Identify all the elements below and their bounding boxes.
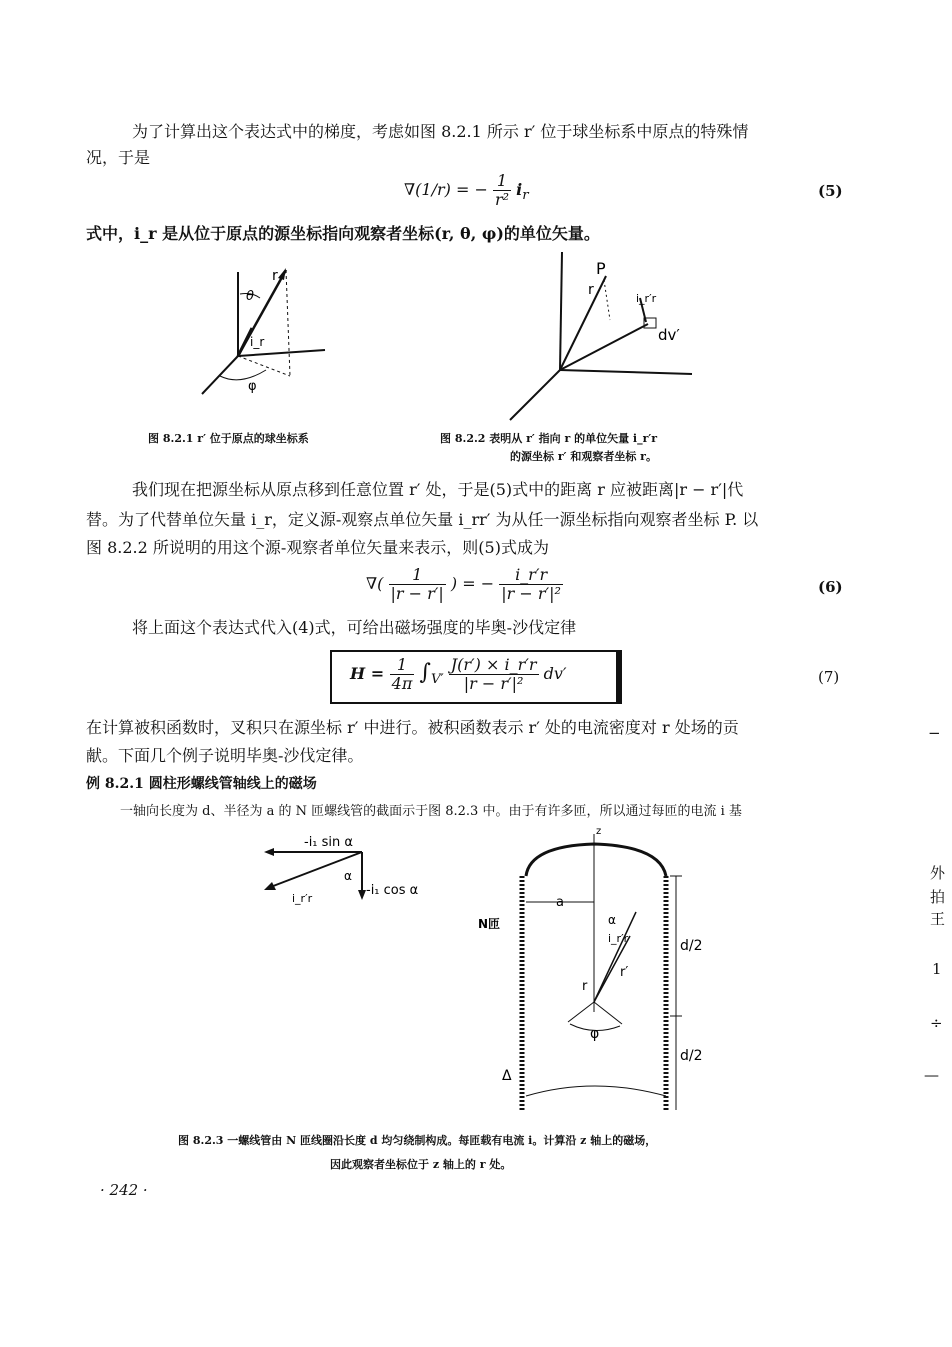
fig3-delta-label: Δ (502, 1068, 512, 1084)
fig1-ir-label: i_r (250, 335, 265, 349)
eq6-lhs: ∇( (366, 574, 384, 593)
para5-line1: 在计算被积函数时，叉积只在源坐标 r′ 中进行。被积函数表示 r′ 处的电流密度对 r 处场的贡 (86, 718, 739, 737)
fig3-caption-line1: 图 8.2.3 一螺线管由 N 匝线圈沿长度 d 均匀绕制构成。每匝载有电流 i。计算沿 z 轴上的磁场， (178, 1134, 657, 1147)
eq6-num: 1 (412, 565, 423, 584)
eq6-num2: i_r′r (515, 565, 548, 584)
edge-mark-3: 拍 (930, 888, 946, 906)
eq6-fraction2 (499, 566, 563, 603)
eq7-fraction1 (390, 656, 415, 693)
para3-line3: 图 8.2.2 所说明的用这个源-观察者单位矢量来表示，则(5)式成为 (86, 538, 549, 557)
eq7-integral: ∫ (419, 660, 431, 685)
eq7-den2: |r − r′|² (449, 674, 539, 693)
fig3-N-label: N匝 (478, 917, 501, 931)
fig3-solenoid (470, 826, 720, 1116)
eq5-num: 1 (496, 171, 508, 190)
eq7-fraction2 (449, 656, 539, 693)
para6: 一轴向长度为 d、半径为 a 的 N 匝螺线管的截面示于图 8.2.3 中。由于有许多匝，所以通过每匝的电流 i 基 (120, 804, 742, 819)
equation-7 (350, 656, 567, 693)
fig3-phi-label: φ (590, 1026, 600, 1042)
fig3-d2a-label: d/2 (680, 938, 703, 954)
figure-8-2-1 (190, 258, 340, 398)
fig3-alpha2-label: α (608, 913, 616, 927)
fig2-irr-label: i_r′r (636, 292, 657, 305)
fig1-phi-label: φ (248, 379, 257, 394)
fig3-d2b-label: d/2 (680, 1048, 703, 1064)
fig3-r-label: r (582, 979, 588, 994)
para4: 将上面这个表达式代入(4)式，可给出磁场强度的毕奥-沙伐定律 (132, 618, 577, 637)
eq7-lhs: H = (350, 664, 390, 683)
eq5-lhs: ∇(1/r) = − (404, 180, 488, 199)
edge-mark-1: − (928, 724, 941, 742)
para2: 式中，i_r 是从位于原点的源坐标指向观察者坐标(r, θ, φ)的单位矢量。 (86, 224, 600, 243)
eq7-num: 1 (396, 655, 408, 674)
eq6-fraction1 (389, 566, 446, 603)
figure-8-2-2 (500, 250, 700, 422)
para5-line2: 献。下面几个例子说明毕奥-沙伐定律。 (86, 746, 364, 765)
eq5-label: (5) (818, 182, 843, 200)
fig3-z-label: z (596, 826, 602, 837)
fig1-r-label: r (272, 268, 278, 284)
fig2-caption-line1: 图 8.2.2 表明从 r′ 指向 r 的单位矢量 i_r′r (440, 432, 658, 445)
para1-line2: 况，于是 (86, 148, 151, 167)
equation-5 (404, 172, 529, 209)
eq7-label: (7) (818, 668, 840, 686)
page-number: · 242 · (100, 1181, 148, 1199)
fig2-P-label: P (596, 259, 606, 278)
fig2-dv-label: dv′ (658, 326, 680, 344)
fig3-rp-label: r′ (620, 965, 629, 980)
eq5-fraction (493, 172, 511, 209)
example-title: 例 8.2.1 圆柱形螺线管轴线上的磁场 (86, 776, 317, 792)
eq5-rhs: i (516, 180, 523, 199)
eq6-den: |r − r′| (390, 584, 444, 603)
fig3-irr-label: i_r′r (292, 892, 313, 905)
fig3-sin-label: -i₁ sin α (304, 835, 353, 850)
edge-mark-2: 外 (930, 864, 946, 882)
edge-mark-6: ÷ (930, 1014, 943, 1032)
fig3-alpha-label: α (344, 869, 352, 883)
eq7-tail: dv′ (543, 664, 567, 683)
equation-6 (366, 566, 563, 603)
eq7-intsub: V′ (430, 672, 444, 688)
eq7-num2: J(r′) × i_r′r (450, 655, 537, 674)
fig1-caption: 图 8.2.1 r′ 位于原点的球坐标系 (148, 432, 309, 445)
para3-line1: 我们现在把源坐标从原点移到任意位置 r′ 处，于是(5)式中的距离 r 应被距离|r − r′|代 (132, 480, 744, 499)
eq6-den2: |r − r′|² (501, 584, 561, 603)
fig3-cos-label: -i₁ cos α (366, 883, 419, 898)
edge-mark-7: — (924, 1066, 939, 1084)
fig3-ir-label: i_r′r (608, 932, 629, 945)
eq5-sub: r (522, 188, 529, 204)
para3-line2: 替。为了代替单位矢量 i_r，定义源-观察点单位矢量 i_rr′ 为从任一源坐标指向观察者坐标 P. 以 (86, 510, 759, 529)
fig3-caption-line2: 因此观察者坐标位于 z 轴上的 r 处。 (330, 1158, 512, 1171)
edge-mark-5: 1 (932, 960, 942, 978)
fig2-caption-line2: 的源坐标 r′ 和观察者坐标 r。 (510, 450, 657, 463)
para1-line1: 为了计算出这个表达式中的梯度，考虑如图 8.2.1 所示 r′ 位于球坐标系中原点的特殊情 (132, 122, 749, 141)
fig2-r-label: r (588, 282, 594, 298)
eq7-den: 4π (391, 674, 413, 693)
eq5-den: r² (494, 190, 510, 209)
fig1-theta-label: θ (246, 289, 254, 304)
fig3-a-label: a (556, 895, 564, 910)
eq6-label: (6) (818, 578, 843, 596)
eq6-mid: ) = − (450, 574, 495, 593)
edge-mark-4: 王 (930, 910, 946, 928)
fig3-vector-diagram (258, 830, 448, 910)
